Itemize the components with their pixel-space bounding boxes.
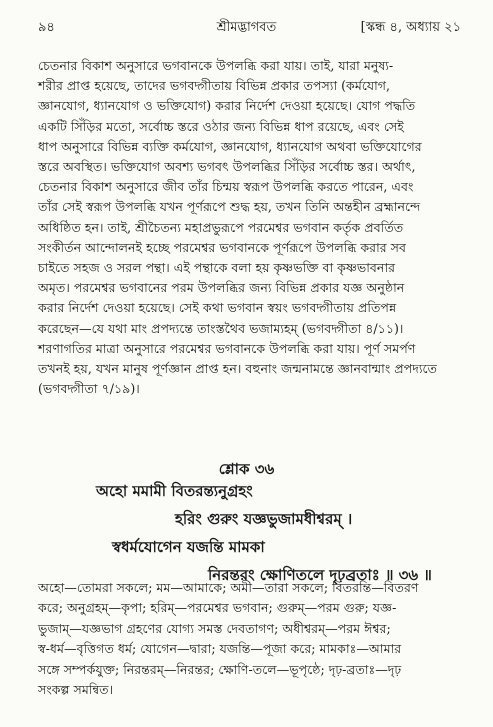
purport-line: করার নির্দেশ দেওয়া হয়েছে। সেই কথা ভগবান স্বয়ং ভগবদ্গীতায় প্রতিপন্ন bbox=[38, 300, 397, 316]
page-header bbox=[0, 18, 493, 38]
verse-line: অহো মমামী বিতরন্ত্যনুগ্রহং bbox=[96, 482, 253, 500]
purport-line: করেছেন—যে যথা মাং প্রপদ্যন্তে তাংস্তথৈব ভজাম্যহম্ (ভগবদ্গীতা ৪/১১)। bbox=[38, 320, 404, 336]
verse-line: স্বধর্মযোগেন যজন্তি মামকা bbox=[112, 538, 265, 556]
purport-paragraph bbox=[38, 56, 464, 399]
synonym-line: করে; অনুগ্রহম্—কৃপা; হরিম্—পরমেশ্বর ভগবান; গুরুম্—পরম গুরু; যজ্ঞ- bbox=[38, 600, 397, 616]
purport-line: চেতনার বিকাশ অনুসারে ভগবানকে উপলব্ধি করা যায়। তাই, যারা মনুষ্য- bbox=[38, 58, 394, 73]
synonym-line: ভুজাম্—যজ্ঞভাগ গ্রহণের যোগ্য সমস্ত দেবতাগণ; অধীশ্বরম্—পরম ঈশ্বর; bbox=[38, 620, 391, 636]
synonym-line: স্ব-ধর্ম—বৃত্তিগত ধর্ম; যোগেন—দ্বারা; যজন্তি—পূজা করে; মামকাঃ—আমার bbox=[38, 641, 402, 657]
canto-chapter-label: [স্কন্ধ ৪, অধ্যায় ২১ bbox=[360, 20, 461, 35]
purport-line: শরীর প্রাপ্ত হয়েছে, তাদের ভগবদ্গীতায় বিভিন্ন প্রকার তপস্যা (কর্মযোগ, bbox=[38, 78, 391, 94]
purport-line: চাইতে সহজ ও সরল পন্থা। এই পন্থাকে বলা হয় কৃষ্ণভক্তি বা কৃষ্ণভাবনার bbox=[38, 260, 396, 276]
purport-line: তাঁর সেই স্বরূপ উপলব্ধি যখন পূর্ণরূপে শুদ্ধ হয়, তখন তিনি অন্তহীন ব্রহ্মানন্দে bbox=[38, 199, 421, 215]
purport-line: সংকীর্তন আন্দোলনই হচ্ছে পরমেশ্বর ভগবানকে পূর্ণরূপে উপলব্ধি করার সব bbox=[38, 239, 407, 255]
verse-line: নিরন্তরং ক্ষোণিতলে দৃঢ়ব্রতাঃ ॥ ৩৬ ॥ bbox=[208, 566, 432, 584]
word-for-word-synonyms bbox=[38, 578, 464, 700]
book-title: শ্রীমদ্ভাগবত bbox=[216, 20, 277, 35]
purport-line: অমৃত। পরমেশ্বর ভগবানের পরম উপলব্ধির জন্য বিভিন্ন প্রকার যজ্ঞ অনুষ্ঠান bbox=[38, 280, 405, 296]
page-number: ৯৪ bbox=[38, 20, 55, 35]
purport-line: জ্ঞানযোগ, ধ্যানযোগ ও ভক্তিযোগ) করার নির্দেশ দেওয়া হয়েছে। যোগ পদ্ধতি bbox=[38, 98, 416, 114]
purport-line: চেতনার বিকাশ অনুসারে জীব তাঁর চিন্ময় স্বরূপ উপলব্ধি করতে পারেন, এবং bbox=[38, 179, 414, 195]
synonym-line: অহো—তোমরা সকলে; মম—আমাকে; অমী—তারা সকলে; বিতরন্তি—বিতরণ bbox=[38, 580, 419, 595]
synonym-line: সংকল্প সমন্বিত। bbox=[38, 682, 114, 698]
purport-line: স্তরে অবস্থিত। ভক্তিযোগ অবশ্য ভগবৎ উপলব্ধির সিঁড়ির সর্বোচ্চ স্তর। অর্থাৎ, bbox=[38, 159, 416, 175]
verse-heading: শ্লোক ৩৬ bbox=[218, 460, 275, 478]
purport-line: শরণাগতির মাত্রা অনুসারে পরমেশ্বর ভগবানকে উপলব্ধি করা যায়। পূর্ণ সমর্পণ bbox=[38, 340, 416, 356]
purport-line: ধাপ অনুসারে বিভিন্ন ব্যক্তি কর্মযোগ, জ্ঞানযোগ, ধ্যানযোগ অথবা ভক্তিযোগের bbox=[38, 138, 422, 154]
purport-line: তখনই হয়, যখন মানুষ পূর্ণজ্ঞান প্রাপ্ত হন। বহুনাং জন্মনামন্তে জ্ঞানবান্মাং প্রপদ্যতে bbox=[38, 361, 437, 377]
purport-line: অধিষ্ঠিত হন। তাই, শ্রীচৈতন্য মহাপ্রভুরূপে পরমেশ্বর ভগবান কর্তৃক প্রবর্তিত bbox=[38, 219, 404, 235]
purport-line: একটি সিঁড়ির মতো, সর্বোচ্চ স্তরে ওঠার জন্য বিভিন্ন ধাপ রয়েছে, এবং সেই bbox=[38, 118, 404, 134]
synonym-line: সঙ্গে সম্পর্কযুক্ত; নিরন্তরম্—নিরন্তর; ক্ষোণি-তলে—ভূপৃষ্ঠে; দৃঢ়-ব্রতাঃ—দৃঢ় bbox=[38, 661, 402, 677]
verse-block bbox=[0, 458, 493, 584]
purport-line: (ভগবদ্গীতা ৭/১৯)। bbox=[38, 381, 140, 397]
verse-line: হরিং গুরুং যজ্ঞভুজামধীশ্বরম্ । bbox=[175, 510, 353, 528]
